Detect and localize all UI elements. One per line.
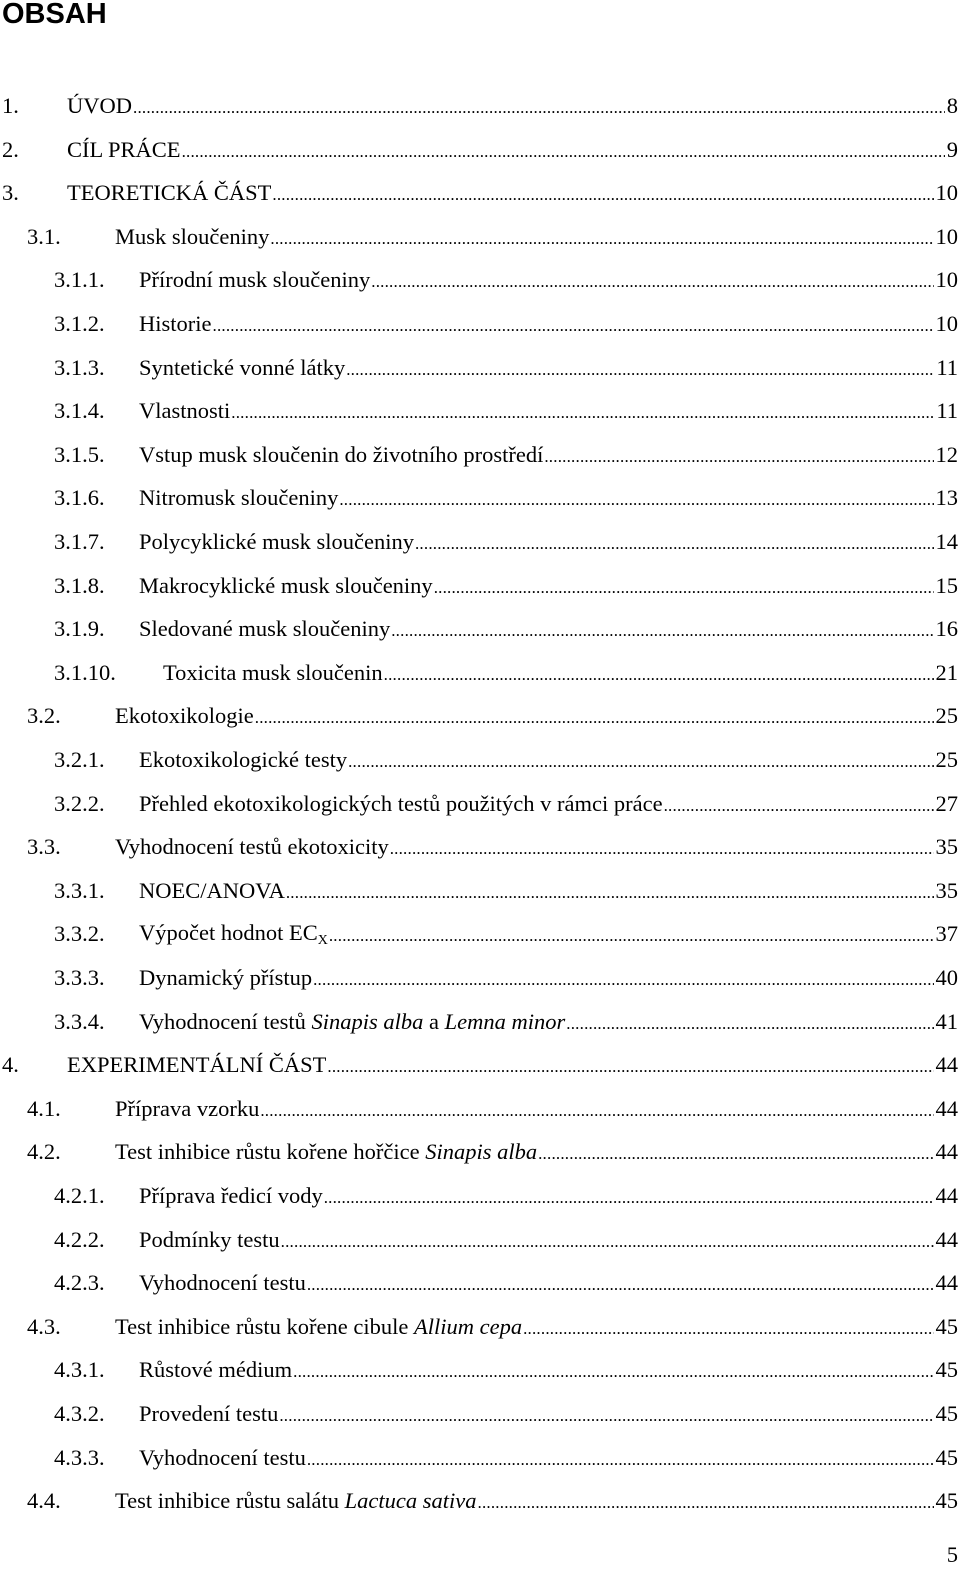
- toc-entry-title: Vyhodnocení testu: [139, 1445, 306, 1471]
- toc-entry-title: Vstup musk sloučenin do životního prostředí: [139, 442, 543, 468]
- toc-entry-number: 3.3.2.: [54, 921, 139, 947]
- toc-entry[interactable]: [0, 782, 960, 826]
- toc-entry-number: 3.1.5.: [54, 442, 139, 468]
- toc-entry-page: 44: [936, 1139, 960, 1165]
- toc-entry-title: Test inhibice růstu kořene hořčice Sinapis alba: [115, 1139, 537, 1165]
- toc-entry[interactable]: [0, 520, 960, 564]
- toc-entry-page: 37: [936, 921, 960, 947]
- toc-entry-number: 3.1.3.: [54, 355, 139, 381]
- dot-leader: [544, 443, 933, 467]
- toc-entry-title: Podmínky testu: [139, 1227, 280, 1253]
- dot-leader: [371, 268, 933, 292]
- toc-entry-title: Příprava ředicí vody: [139, 1183, 323, 1209]
- toc-entry[interactable]: [0, 346, 960, 390]
- toc-entry-number: 4.: [2, 1052, 67, 1078]
- dot-leader: [566, 1010, 933, 1034]
- toc-entry-page: 45: [936, 1314, 960, 1340]
- toc-entry[interactable]: [0, 1087, 960, 1131]
- dot-leader: [272, 181, 933, 205]
- toc-entry-page: 16: [936, 616, 960, 642]
- toc-entry-number: 3.1.10.: [54, 660, 163, 686]
- toc-entry-page: 35: [936, 878, 960, 904]
- toc-entry-title: EXPERIMENTÁLNÍ ČÁST: [67, 1052, 326, 1078]
- toc-entry[interactable]: [0, 825, 960, 869]
- toc-entry[interactable]: [0, 869, 960, 913]
- dot-leader: [523, 1315, 933, 1339]
- toc-entry-title: Toxicita musk sloučenin: [163, 660, 383, 686]
- dot-leader: [133, 94, 945, 118]
- toc-entry-number: 2.: [2, 137, 67, 163]
- toc-entry-page: 11: [936, 355, 960, 381]
- toc-entry-number: 3.2.: [27, 703, 115, 729]
- toc-entry-title: Vyhodnocení testu: [139, 1270, 306, 1296]
- toc-entry-number: 3.2.2.: [54, 791, 139, 817]
- toc-entry[interactable]: [0, 607, 960, 651]
- toc-entry-title: Vyhodnocení testů Sinapis alba a Lemna minor: [139, 1009, 565, 1035]
- dot-leader: [327, 1053, 933, 1077]
- dot-leader: [415, 530, 934, 554]
- toc-entry-page: 44: [936, 1270, 960, 1296]
- toc-entry-page: 21: [936, 660, 960, 686]
- toc-entry[interactable]: [0, 564, 960, 608]
- toc-entry[interactable]: [0, 258, 960, 302]
- toc-entry-number: 3.3.4.: [54, 1009, 139, 1035]
- dot-leader: [307, 1271, 934, 1295]
- toc-entry[interactable]: [0, 1348, 960, 1392]
- toc-entry-page: 12: [936, 442, 960, 468]
- dot-leader: [281, 1228, 934, 1252]
- toc-entry-number: 4.2.3.: [54, 1270, 139, 1296]
- toc-entry-page: 25: [936, 703, 960, 729]
- page-number: 5: [947, 1541, 958, 1569]
- dot-leader: [339, 486, 933, 510]
- toc-entry-page: 45: [936, 1401, 960, 1427]
- dot-leader: [286, 879, 934, 903]
- toc-entry[interactable]: [0, 738, 960, 782]
- toc-entry[interactable]: [0, 1479, 960, 1523]
- toc-entry[interactable]: [0, 433, 960, 477]
- toc-entry[interactable]: [0, 1130, 960, 1174]
- toc-entry-title: NOEC/ANOVA: [139, 878, 285, 904]
- toc-entry-title: ÚVOD: [67, 93, 132, 119]
- toc-entry-number: 3.1.: [27, 224, 115, 250]
- toc-entry-title: Vlastnosti: [139, 398, 230, 424]
- toc-entry-page: 8: [947, 93, 960, 119]
- toc-entry[interactable]: [0, 651, 960, 695]
- toc-entry[interactable]: [0, 956, 960, 1000]
- toc-entry-number: 4.3.: [27, 1314, 115, 1340]
- dot-leader: [478, 1489, 934, 1513]
- toc-entry-title: Růstové médium: [139, 1357, 292, 1383]
- toc-entry-page: 41: [936, 1009, 960, 1035]
- toc-entry[interactable]: [0, 1261, 960, 1305]
- toc-entry-number: 3.1.7.: [54, 529, 139, 555]
- toc-entry-page: 45: [936, 1445, 960, 1471]
- toc-entry-number: 4.2.: [27, 1139, 115, 1165]
- toc-entry-title: Test inhibice růstu kořene cibule Allium cepa: [115, 1314, 522, 1340]
- toc-entry-title: Ekotoxikologické testy: [139, 747, 347, 773]
- toc-entry-page: 11: [936, 398, 960, 424]
- dot-leader: [307, 1446, 934, 1470]
- toc-entry-page: 45: [936, 1488, 960, 1514]
- toc-entry-page: 44: [936, 1227, 960, 1253]
- toc-entry-page: 13: [936, 485, 960, 511]
- toc-entry[interactable]: [0, 1000, 960, 1044]
- dot-leader: [346, 356, 934, 380]
- toc-entry-page: 45: [936, 1357, 960, 1383]
- dot-leader: [329, 922, 934, 946]
- dot-leader: [313, 966, 933, 990]
- toc-entry[interactable]: [0, 1392, 960, 1436]
- toc-entry-page: 44: [936, 1096, 960, 1122]
- toc-entry-title: Test inhibice růstu salátu Lactuca sativa: [115, 1488, 477, 1514]
- dot-leader: [213, 312, 934, 336]
- toc-entry-page: 44: [936, 1183, 960, 1209]
- dot-leader: [231, 399, 934, 423]
- toc-entry[interactable]: [0, 389, 960, 433]
- toc-entry-page: 10: [936, 224, 960, 250]
- toc-entry-number: 3.1.1.: [54, 267, 139, 293]
- toc-entry-number: 3.1.9.: [54, 616, 139, 642]
- dot-leader: [434, 574, 934, 598]
- toc-entry-title: Polycyklické musk sloučeniny: [139, 529, 414, 555]
- toc-entry-title: Historie: [139, 311, 212, 337]
- toc-entry[interactable]: [0, 694, 960, 738]
- dot-leader: [391, 617, 933, 641]
- toc-entry-title: Nitromusk sloučeniny: [139, 485, 338, 511]
- toc-entry-number: 3.2.1.: [54, 747, 139, 773]
- toc-entry-title: Výpočet hodnot $EC_X$: [139, 920, 328, 949]
- dot-leader: [384, 661, 934, 685]
- toc-entry-page: 15: [936, 573, 960, 599]
- dot-leader: [182, 138, 945, 162]
- toc-entry-page: 40: [936, 965, 960, 991]
- toc-entry[interactable]: [0, 1305, 960, 1349]
- toc-entry-number: 3.3.1.: [54, 878, 139, 904]
- toc-entry-number: 4.4.: [27, 1488, 115, 1514]
- toc-entry-number: 4.1.: [27, 1096, 115, 1122]
- toc-entry-title: Makrocyklické musk sloučeniny: [139, 573, 433, 599]
- toc-entry[interactable]: [0, 302, 960, 346]
- toc-entry[interactable]: [0, 476, 960, 520]
- toc-entry-title: Sledované musk sloučeniny: [139, 616, 390, 642]
- toc-entry-number: 3.3.3.: [54, 965, 139, 991]
- toc-entry-title: Musk sloučeniny: [115, 224, 269, 250]
- toc-entry-number: 3.1.2.: [54, 311, 139, 337]
- dot-leader: [260, 1097, 933, 1121]
- page-title: OBSAH: [2, 0, 107, 32]
- toc-entry-number: 4.2.1.: [54, 1183, 139, 1209]
- toc-entry[interactable]: [0, 1043, 960, 1087]
- toc-entry-page: 35: [936, 834, 960, 860]
- toc-entry-title: CÍL PRÁCE: [67, 137, 181, 163]
- dot-leader: [664, 792, 934, 816]
- toc-entry[interactable]: [0, 1436, 960, 1480]
- toc-entry[interactable]: [0, 1174, 960, 1218]
- toc-entry[interactable]: [0, 128, 960, 172]
- dot-leader: [255, 704, 934, 728]
- toc-entry-page: 25: [936, 747, 960, 773]
- dot-leader: [279, 1402, 933, 1426]
- toc-entry[interactable]: [0, 84, 960, 128]
- toc-entry-title: Přírodní musk sloučeniny: [139, 267, 370, 293]
- toc-entry-page: 14: [936, 529, 960, 555]
- toc-entry[interactable]: [0, 1218, 960, 1262]
- dot-leader: [270, 225, 933, 249]
- toc-entry-title: Vyhodnocení testů ekotoxicity: [115, 834, 389, 860]
- toc-entry-title: Syntetické vonné látky: [139, 355, 345, 381]
- dot-leader: [324, 1184, 934, 1208]
- toc-entry[interactable]: [0, 171, 960, 215]
- toc-entry-number: 3.: [2, 180, 67, 206]
- toc-entry-page: 10: [936, 180, 960, 206]
- toc-entry-number: 4.3.3.: [54, 1445, 139, 1471]
- toc-entry[interactable]: [0, 215, 960, 259]
- toc-entry-number: 1.: [2, 93, 67, 119]
- toc-entry-title: Přehled ekotoxikologických testů použitých v rámci práce: [139, 791, 663, 817]
- dot-leader: [348, 748, 933, 772]
- dot-leader: [293, 1358, 933, 1382]
- toc-entry-title: TEORETICKÁ ČÁST: [67, 180, 271, 206]
- toc-entry-page: 10: [936, 267, 960, 293]
- toc-entry[interactable]: [0, 912, 960, 956]
- toc-entry-title: Dynamický přístup: [139, 965, 312, 991]
- toc-entry-page: 9: [947, 137, 960, 163]
- toc-entry-number: 3.1.6.: [54, 485, 139, 511]
- toc-entry-title: Provedení testu: [139, 1401, 278, 1427]
- toc-entry-number: 3.1.8.: [54, 573, 139, 599]
- toc-entry-page: 10: [936, 311, 960, 337]
- toc-entry-page: 44: [936, 1052, 960, 1078]
- dot-leader: [390, 835, 934, 859]
- dot-leader: [538, 1140, 933, 1164]
- toc-entry-number: 3.3.: [27, 834, 115, 860]
- toc-entry-page: 27: [936, 791, 960, 817]
- toc-entry-number: 4.3.1.: [54, 1357, 139, 1383]
- toc-entry-number: 4.2.2.: [54, 1227, 139, 1253]
- toc-entry-number: 3.1.4.: [54, 398, 139, 424]
- toc-entry-title: Ekotoxikologie: [115, 703, 254, 729]
- toc-entry-title: Příprava vzorku: [115, 1096, 259, 1122]
- toc-entry-number: 4.3.2.: [54, 1401, 139, 1427]
